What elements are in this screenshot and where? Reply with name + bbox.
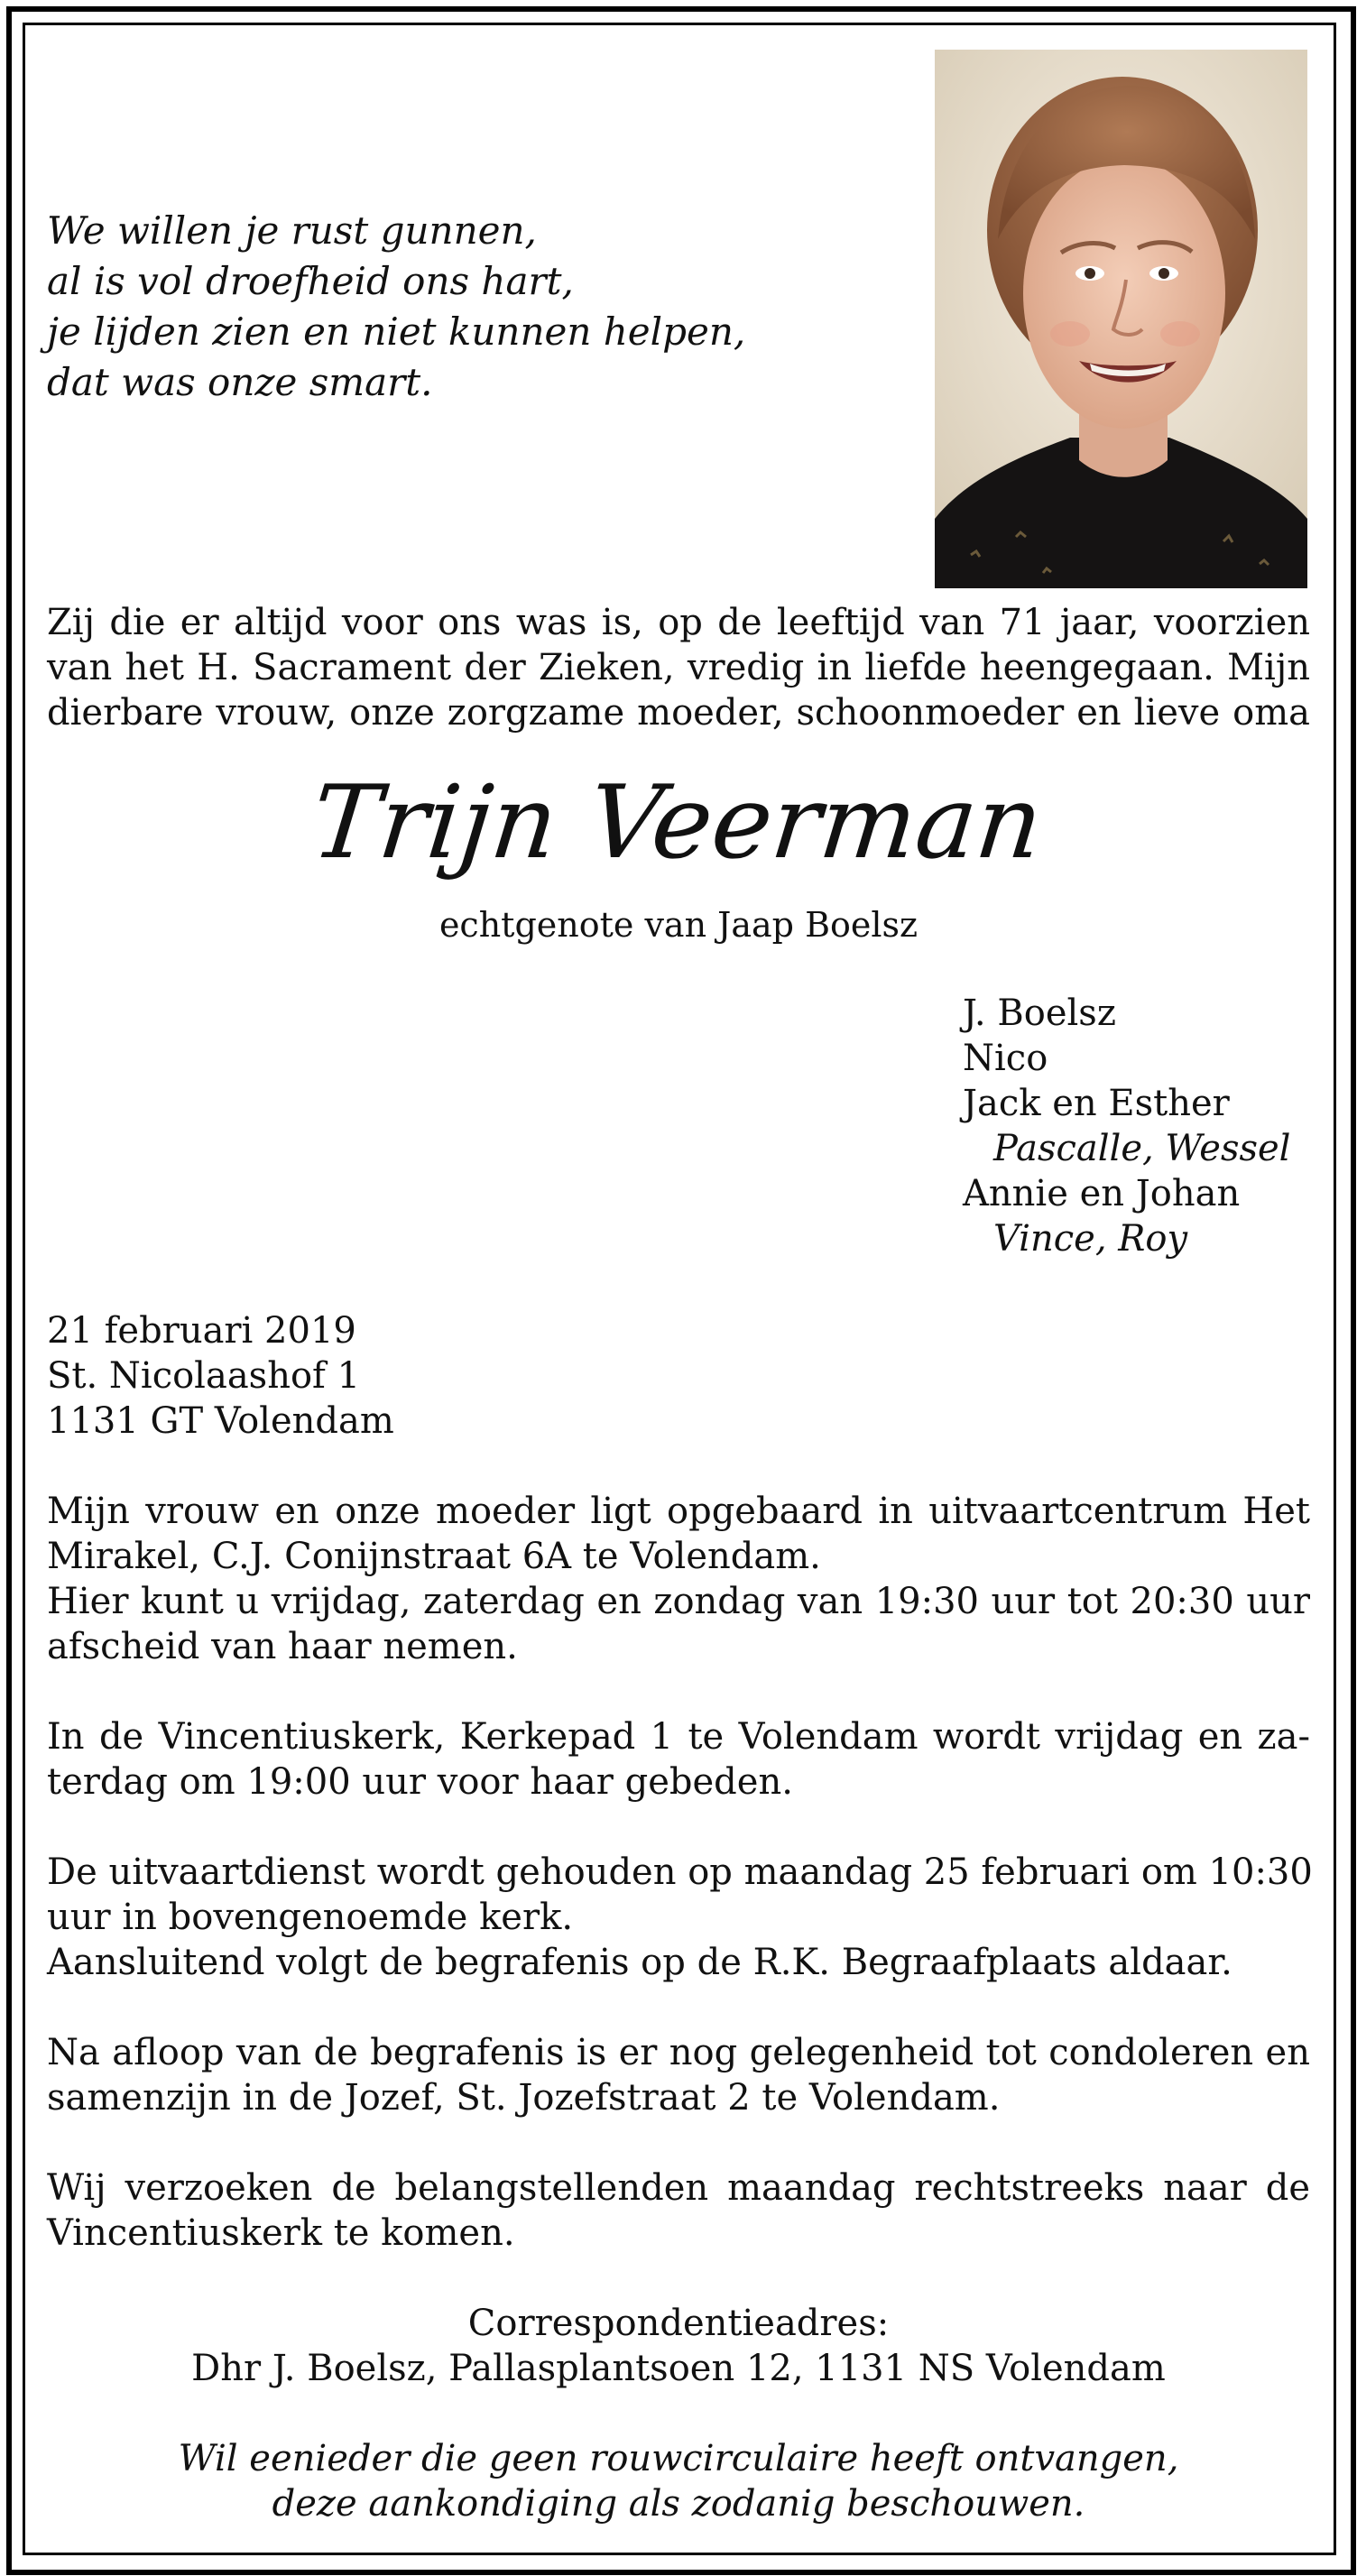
correspondence-address: Dhr J. Boelsz, Pallasplantsoen 12, 1131 NS Volendam bbox=[191, 2348, 1166, 2389]
family-member: Jack en Esther bbox=[963, 1083, 1230, 1124]
request-paragraph bbox=[47, 2165, 1310, 2256]
intro-line: van het H. Sacrament der Zieken, vredig in liefde heengegaan. Mijn bbox=[47, 647, 1310, 688]
family-member: Annie en Johan bbox=[963, 1173, 1241, 1214]
condolence-paragraph bbox=[47, 2030, 1310, 2120]
correspondence-block bbox=[0, 2301, 1357, 2391]
intro-line: dierbare vrouw, onze zorgzame moeder, schoonmoeder en lieve oma bbox=[47, 692, 1310, 734]
deceased-name-text: Trijn Veerman bbox=[306, 764, 1048, 882]
paragraph-line: Mijn vrouw en onze moeder ligt opgebaard in uitvaartcentrum Het bbox=[47, 1491, 1310, 1532]
paragraph-line: Aansluitend volgt de begrafenis op de R.K. Begraafplaats aldaar. bbox=[47, 1942, 1232, 1983]
intro-paragraph bbox=[47, 600, 1310, 735]
date: 21 februari 2019 bbox=[47, 1310, 356, 1352]
family-member: J. Boelsz bbox=[963, 993, 1116, 1034]
grandchildren: Vince, Roy bbox=[993, 1218, 1188, 1260]
intro-line: Zij die er altijd voor ons was is, op de leeftijd van 71 jaar, voorzien bbox=[47, 602, 1310, 643]
paragraph-line: Na afloop van de begrafenis is er nog gelegenheid tot condoleren en bbox=[47, 2032, 1310, 2073]
script-name-svg bbox=[306, 740, 1048, 911]
street: St. Nicolaashof 1 bbox=[47, 1355, 361, 1397]
family-member: Nico bbox=[963, 1038, 1048, 1079]
poem-line: We willen je rust gunnen, bbox=[47, 208, 537, 253]
deceased-name bbox=[306, 740, 1048, 911]
portrait-photo bbox=[935, 50, 1307, 588]
portrait-illustration bbox=[935, 50, 1307, 588]
paragraph-line: afscheid van haar nemen. bbox=[47, 1626, 518, 1667]
paragraph-line: De uitvaartdienst wordt gehouden op maandag 25 februari om 10:30 bbox=[47, 1851, 1313, 1893]
paragraph-line: samenzijn in de Jozef, St. Jozefstraat 2 te Volendam. bbox=[47, 2077, 1001, 2119]
spouse-line: echtgenote van Jaap Boelsz bbox=[438, 905, 919, 945]
paragraph-line: uur in bovengenoemde kerk. bbox=[47, 1897, 574, 1938]
paragraph-line: terdag om 19:00 uur voor haar gebeden. bbox=[47, 1761, 793, 1803]
paragraph-line: Hier kunt u vrijdag, zaterdag en zondag van 19:30 uur tot 20:30 uur bbox=[47, 1581, 1310, 1622]
poem-line: al is vol droefheid ons hart, bbox=[47, 259, 574, 303]
poem bbox=[47, 206, 859, 408]
family-list bbox=[963, 991, 1342, 1261]
closing-note bbox=[0, 2436, 1357, 2526]
prayer-paragraph bbox=[47, 1714, 1310, 1805]
correspondence-label: Correspondentieadres: bbox=[467, 2303, 890, 2344]
paragraph-line: In de Vincentiuskerk, Kerkepad 1 te Volendam wordt vrijdag en za- bbox=[47, 1716, 1310, 1758]
paragraph-line: Vincentiuskerk te komen. bbox=[47, 2212, 515, 2254]
grandchildren: Pascalle, Wessel bbox=[993, 1128, 1291, 1169]
city: 1131 GT Volendam bbox=[47, 1400, 394, 1442]
poem-line: je lijden zien en niet kunnen helpen, bbox=[47, 309, 746, 354]
service-paragraph bbox=[47, 1850, 1313, 1985]
closing-line: Wil eenieder die geen rouwcirculaire heeft ontvangen, bbox=[178, 2438, 1179, 2479]
paragraph-line: Mirakel, C.J. Conijnstraat 6A te Volendam. bbox=[47, 1536, 821, 1577]
viewing-paragraph bbox=[47, 1489, 1310, 1669]
closing-line: deze aankondiging als zodanig beschouwen. bbox=[272, 2483, 1085, 2525]
paragraph-line: Wij verzoeken de belangstellenden maandag rechtstreeks naar de bbox=[47, 2167, 1310, 2209]
poem-line: dat was onze smart. bbox=[47, 360, 433, 404]
place-date-block bbox=[47, 1308, 678, 1444]
